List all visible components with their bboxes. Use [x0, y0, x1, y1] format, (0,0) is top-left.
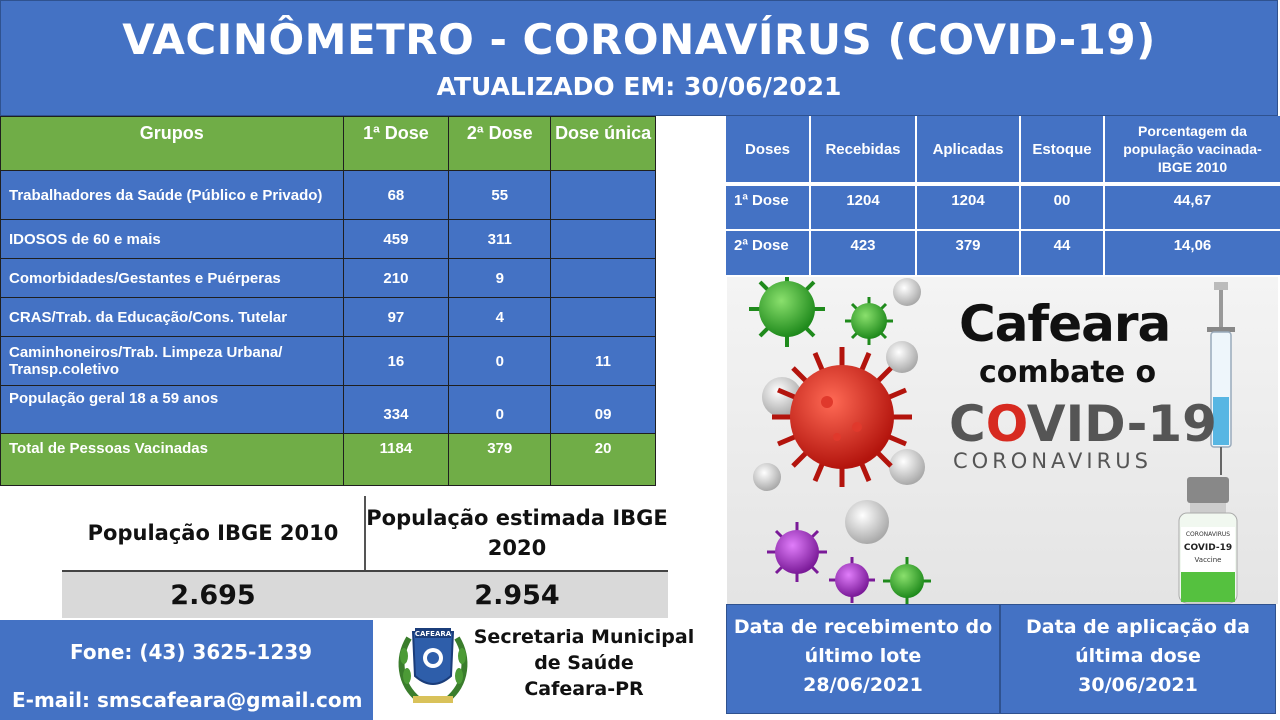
total-single-dose: 20 [551, 434, 656, 486]
group-name: População geral 18 a 59 anos [1, 386, 344, 434]
table-row [1, 220, 656, 259]
last-batch-received-box [726, 604, 1000, 714]
secretariat-name [471, 624, 697, 702]
last-dose-applied-box [1000, 604, 1276, 714]
covid-rest: VID-19 [1026, 395, 1217, 453]
table-row [1, 298, 656, 337]
phone-number: Fone: (43) 3625-1239 [70, 640, 313, 664]
single-dose-value [551, 259, 656, 298]
svg-text:CORONAVIRUS: CORONAVIRUS [1185, 531, 1231, 538]
col-header-doses: Doses [726, 116, 810, 184]
table-row [1, 171, 656, 220]
dose1-value: 334 [343, 386, 449, 434]
single-dose-value [551, 298, 656, 337]
population-2010-value: 2.695 [170, 579, 256, 611]
table-total-row [1, 434, 656, 486]
health-secretariat-block [395, 618, 705, 718]
col-header-dose1: 1ª Dose [343, 117, 449, 171]
svg-text:CAFEARA: CAFEARA [414, 630, 452, 638]
secretariat-line-3: Cafeara-PR [524, 678, 644, 700]
dose1-value: 459 [343, 220, 449, 259]
red-virus-icon [772, 347, 912, 487]
table-row [1, 259, 656, 298]
last-dose-applied-date: 30/06/2021 [1078, 674, 1198, 696]
dose1-value: 16 [343, 337, 449, 386]
total-dose1: 1184 [343, 434, 449, 486]
applied-value: 379 [916, 230, 1020, 276]
col-header-dose2: 2ª Dose [449, 117, 551, 171]
table-header-row [1, 117, 656, 171]
col-header-received: Recebidas [810, 116, 916, 184]
campaign-poster [727, 277, 1278, 604]
dose2-value: 311 [449, 220, 551, 259]
population-estimated-value: 2.954 [474, 579, 560, 611]
municipal-seal-icon [395, 618, 471, 710]
dose2-value: 0 [449, 337, 551, 386]
total-dose2: 379 [449, 434, 551, 486]
dose2-value: 0 [449, 386, 551, 434]
single-dose-value [551, 171, 656, 220]
stock-value: 00 [1020, 184, 1104, 230]
doses-summary-table [726, 116, 1280, 277]
table-row [726, 230, 1280, 276]
single-dose-value: 11 [551, 337, 656, 386]
poster-coronavirus-label: CORONAVIRUS [953, 449, 1152, 473]
poster-subtitle: combate o [979, 355, 1157, 390]
dose1-value: 97 [343, 298, 449, 337]
secretariat-line-1: Secretaria Municipal [473, 626, 695, 648]
received-value: 423 [810, 230, 916, 276]
covid-o: O [985, 395, 1027, 453]
contact-box [0, 620, 373, 720]
table-row [1, 337, 656, 386]
total-label: Total de Pessoas Vacinadas [1, 434, 344, 486]
col-header-applied: Aplicadas [916, 116, 1020, 184]
dose2-value: 9 [449, 259, 551, 298]
poster-covid-title [949, 395, 1217, 453]
covid-c: C [949, 395, 986, 453]
table-row [1, 386, 656, 434]
group-name: Caminhoneiros/Trab. Limpeza Urbana/ Transp.coletivo [1, 337, 344, 386]
percent-value: 44,67 [1104, 184, 1280, 230]
received-value: 1204 [810, 184, 916, 230]
group-name: Comorbidades/Gestantes e Puérperas [1, 259, 344, 298]
svg-text:Vaccine: Vaccine [1194, 556, 1222, 564]
page-header [0, 0, 1278, 116]
last-dose-applied-label: Data de aplicação da última dose [1026, 616, 1250, 667]
population-2010-label: População IBGE 2010 [87, 521, 339, 545]
applied-value: 1204 [916, 184, 1020, 230]
col-header-stock: Estoque [1020, 116, 1104, 184]
percent-value: 14,06 [1104, 230, 1280, 276]
group-name: CRAS/Trab. da Educação/Cons. Tutelar [1, 298, 344, 337]
dose2-value: 55 [449, 171, 551, 220]
col-header-groups: Grupos [1, 117, 344, 171]
svg-text:COVID-19: COVID-19 [1183, 543, 1233, 553]
dose2-value: 4 [449, 298, 551, 337]
population-panel [62, 496, 668, 618]
poster-city-title: Cafeara [959, 295, 1171, 353]
population-estimated-label: População estimada IBGE 2020 [366, 506, 668, 560]
group-name: Trabalhadores da Saúde (Público e Privado) [1, 171, 344, 220]
dose-label: 2ª Dose [726, 230, 810, 276]
updated-date: ATUALIZADO EM: 30/06/2021 [436, 72, 842, 101]
secretariat-line-2: de Saúde [534, 652, 634, 674]
group-name: IDOSOS de 60 e mais [1, 220, 344, 259]
dose1-value: 210 [343, 259, 449, 298]
email-address: E-mail: smscafeara@gmail.com [12, 688, 363, 712]
stock-value: 44 [1020, 230, 1104, 276]
col-header-single-dose: Dose única [551, 117, 656, 171]
last-batch-received-date: 28/06/2021 [803, 674, 923, 696]
vaccination-groups-table [0, 116, 656, 486]
doses-header-row [726, 116, 1280, 184]
page-title: VACINÔMETRO - CORONAVÍRUS (COVID-19) [122, 15, 1156, 64]
single-dose-value: 09 [551, 386, 656, 434]
last-batch-received-label: Data de recebimento do último lote [733, 616, 993, 667]
dose-label: 1ª Dose [726, 184, 810, 230]
vaccine-vial-icon [1179, 477, 1237, 603]
population-values-row [62, 572, 668, 618]
dose1-value: 68 [343, 171, 449, 220]
col-header-percent: Porcentagem da população vacinada- IBGE 2010 [1104, 116, 1280, 184]
table-row [726, 184, 1280, 230]
single-dose-value [551, 220, 656, 259]
